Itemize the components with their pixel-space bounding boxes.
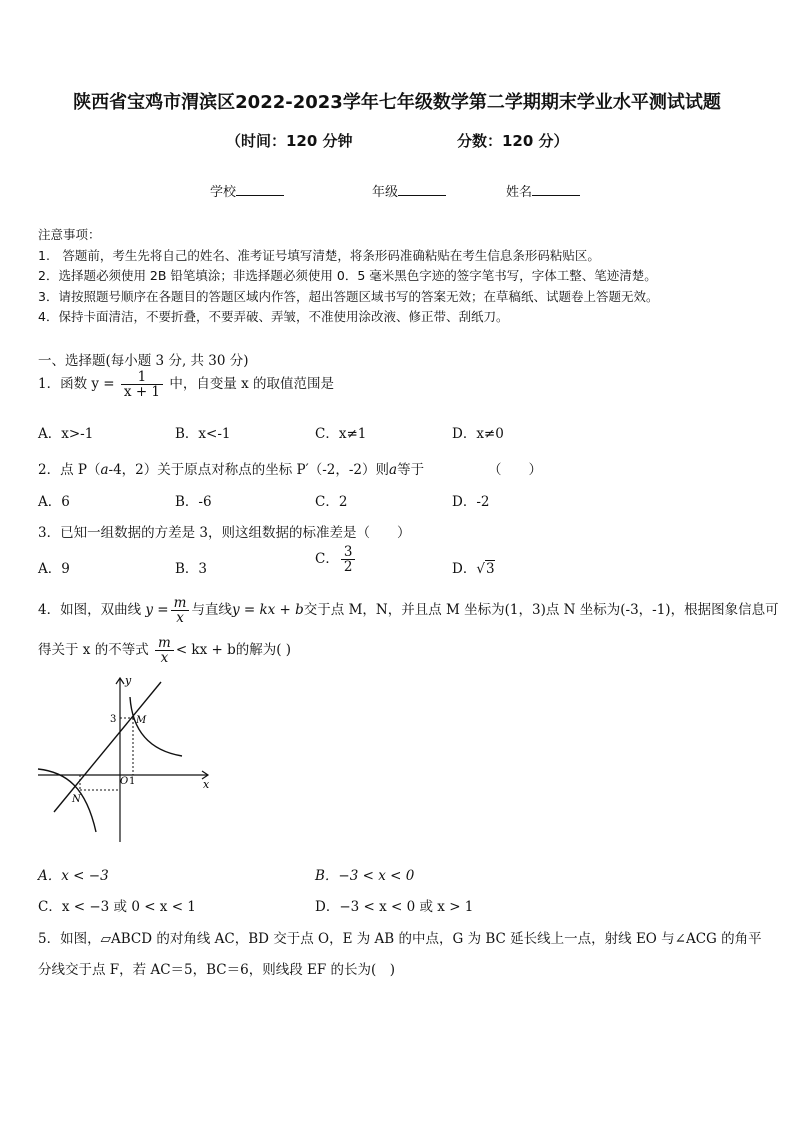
q2-var-a: a — [100, 462, 109, 478]
straight-line — [54, 682, 161, 812]
q1-y: y = — [91, 376, 115, 393]
q4-ineq-rhs: < kx + b — [175, 642, 236, 659]
q1-prefix: 1．函数 — [38, 376, 88, 393]
label-x: x — [203, 778, 210, 791]
school-blank — [236, 183, 284, 196]
q2-part1: 2．点 P（ — [38, 462, 101, 478]
q4-line2b: 的解为( ) — [235, 642, 292, 659]
label-three: 3 — [110, 714, 117, 725]
q3-option-d-label: D． — [452, 561, 477, 577]
note-item: 4．保持卡面清洁，不要折叠，不要弄破、弄皱，不准使用涂改液、修正带、刮纸刀。 — [38, 309, 509, 324]
name-blank — [532, 183, 580, 196]
q2-option-d[interactable]: D．-2 — [452, 494, 490, 510]
q3-radicand: 3 — [485, 561, 495, 577]
question-5-line-1: 5．如图，▱ABCD 的对角线 AC，BD 交于点 O，E 为 AB 的中点，G 为 BC 延长线上一点，射线 EO 与∠ACG 的角平 — [38, 931, 762, 947]
q1-denominator: x + 1 — [123, 384, 161, 401]
q4-ineq-denominator: x — [160, 650, 169, 667]
score-label: 分数：120 分） — [457, 132, 569, 150]
q4-part3: 交于点 M，N，并且点 M 坐标为(1，3)点 N 坐标为(-3，-1)，根据图象信息可 — [303, 602, 779, 619]
q2-option-a[interactable]: A．6 — [38, 494, 70, 510]
q3-option-d[interactable] — [452, 557, 495, 577]
q2-var-a: a — [389, 462, 398, 478]
question-5-line-2: 分线交于点 F，若 AC＝5，BC＝6，则线段 EF 的长为( ) — [38, 962, 396, 978]
q4-part1: 4．如图，双曲线 — [38, 602, 142, 619]
q2-answer-paren: （ ） — [488, 462, 542, 478]
question-2-stem — [38, 458, 424, 478]
q3-fraction — [341, 545, 356, 574]
q3-option-c[interactable] — [315, 545, 357, 574]
q2-option-b[interactable]: B．-6 — [175, 494, 212, 510]
school-field — [210, 181, 284, 200]
note-item: 1. 答题前，考生先将自己的姓名、准考证号填写清楚，将条形码准确粘贴在考生信息条形码粘贴区。 — [38, 248, 600, 263]
label-m: M — [136, 715, 147, 726]
q2-part2: -4，2）关于原点对称点的坐标 P′（-2，-2）则 — [108, 462, 390, 478]
q2-part3: 等于 — [397, 462, 425, 478]
q3-option-c-label: C． — [315, 551, 339, 568]
q4-ineq-numerator: m — [155, 636, 174, 651]
q4-part2: 与直线 — [191, 602, 232, 619]
label-origin: O — [120, 776, 129, 787]
note-item: 2．选择题必须使用 2B 铅笔填涂；非选择题必须使用 0．5 毫米黑色字迹的签字笔书写，字体工整、笔迹清楚。 — [38, 268, 657, 283]
q1-option-a[interactable]: A．x>-1 — [38, 426, 94, 442]
q1-fraction — [121, 370, 163, 399]
q4-line2a: 得关于 x 的不等式 — [38, 642, 149, 659]
q4-option-c[interactable]: C．x < −3 或 0 < x < 1 — [38, 899, 196, 915]
grade-label: 年级 — [372, 185, 399, 200]
school-label: 学校 — [210, 185, 237, 200]
question-3-stem: 3．已知一组数据的方差是 3，则这组数据的标准差是（ ） — [38, 525, 411, 541]
name-label: 姓名 — [506, 185, 533, 200]
q4-ineq-fraction — [155, 636, 174, 665]
q4-option-a[interactable]: A．x < −3 — [38, 868, 109, 884]
sqrt-icon: √ — [476, 561, 485, 577]
q3-option-b[interactable]: B．3 — [175, 561, 208, 577]
q3-option-a[interactable]: A．9 — [38, 561, 70, 577]
q4-numerator: m — [171, 596, 190, 611]
q4-y: y = — [145, 602, 169, 619]
grade-field — [372, 181, 446, 200]
q4-option-d[interactable]: D．−3 < x < 0 或 x > 1 — [315, 899, 474, 915]
page-title: 陕西省宝鸡市渭滨区2022-2023学年七年级数学第二学期期末学业水平测试试题 — [73, 92, 721, 113]
q4-option-b[interactable]: B．−3 < x < 0 — [315, 868, 415, 884]
q4-line-eq: y = kx + b — [231, 602, 304, 619]
time-label: （时间：120 分钟 — [226, 132, 353, 150]
q2-option-c[interactable]: C．2 — [315, 494, 348, 510]
question-1-stem — [38, 370, 334, 399]
section-heading: 一、选择题(每小题 3 分, 共 30 分) — [38, 353, 249, 369]
note-item: 3．请按照题号顺序在各题目的答题区域内作答，超出答题区域书写的答案无效；在草稿纸、试题卷上答题无效。 — [38, 289, 659, 304]
label-n: N — [72, 794, 81, 805]
q4-denominator: x — [176, 610, 184, 627]
q3-denominator: 2 — [343, 559, 353, 576]
notes-heading: 注意事项： — [38, 227, 101, 242]
label-one: 1 — [129, 776, 136, 787]
grade-blank — [398, 183, 446, 196]
hyperbola-graph — [36, 672, 216, 844]
question-4-line-2 — [38, 636, 291, 665]
q1-suffix: 中，自变量 x 的取值范围是 — [169, 376, 335, 393]
hyperbola-branch-upper — [130, 697, 182, 756]
q1-option-c[interactable]: C．x≠1 — [315, 426, 367, 442]
q4-fraction — [171, 596, 190, 625]
q1-numerator: 1 — [121, 370, 163, 385]
hyperbola-branch-lower — [38, 769, 96, 832]
label-y: y — [125, 674, 132, 687]
name-field — [506, 181, 580, 200]
q3-numerator: 3 — [341, 545, 356, 560]
q1-option-d[interactable]: D．x≠0 — [452, 426, 504, 442]
q1-option-b[interactable]: B．x<-1 — [175, 426, 231, 442]
question-4-line-1 — [38, 596, 779, 625]
